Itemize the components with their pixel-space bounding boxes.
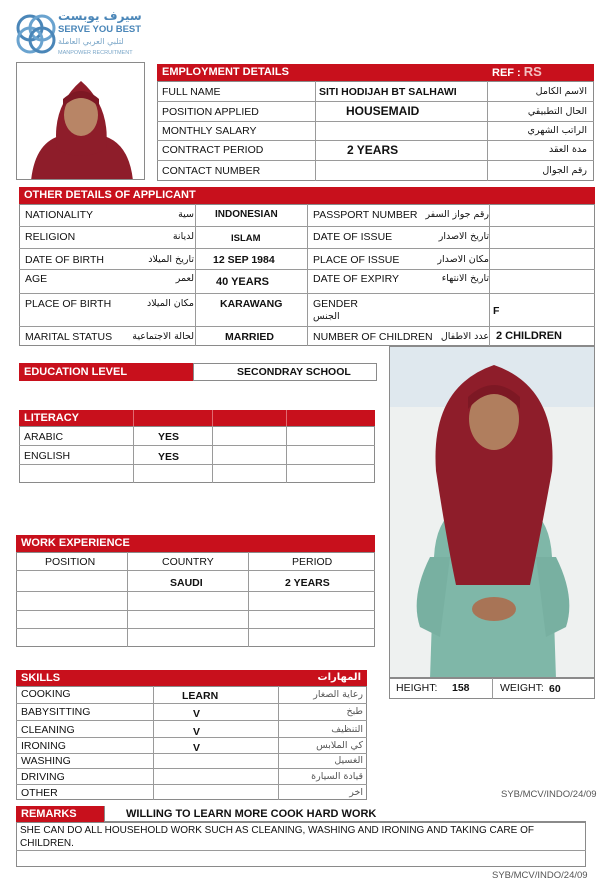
- applicant-photo-small: [16, 62, 145, 180]
- place-of-birth-ar: مكان الميلاد: [146, 298, 194, 309]
- work-col-period: PERIOD: [292, 556, 333, 568]
- literacy-lang-english: ENGLISH: [24, 450, 71, 462]
- religion-label: RELIGION: [25, 231, 76, 243]
- remarks-text: SHE CAN DO ALL HOUSEHOLD WORK SUCH AS CLEANING, WASHING AND IRONING AND TAKING CARE OF CHILDREN.: [20, 825, 534, 849]
- skill-cleaning-value: V: [193, 726, 201, 738]
- document-code-lower: SYB/MCV/INDO/24/09: [492, 870, 588, 881]
- age-ar: لعمر: [175, 273, 194, 284]
- document-code-upper: SYB/MCV/INDO/24/09: [501, 789, 597, 800]
- skill-driving-ar: قيادة السيارة: [311, 771, 363, 782]
- literacy-header: LITERACY: [19, 410, 375, 426]
- skill-ironing-ar: كي الملابس: [316, 740, 363, 751]
- nationality-label: NATIONALITY: [25, 209, 94, 221]
- height-value: 158: [452, 682, 470, 694]
- date-of-birth-label: DATE OF BIRTH: [25, 254, 104, 266]
- remarks-headline: WILLING TO LEARN MORE COOK HARD WORK: [126, 808, 377, 820]
- skill-driving-label: DRIVING: [21, 771, 65, 783]
- number-of-children-label: NUMBER OF CHILDREN: [313, 331, 433, 343]
- education-value: SECONDRAY SCHOOL: [237, 366, 351, 378]
- applicant-photo-full: [389, 346, 595, 678]
- monthly-salary-ar: الراتب الشهري: [527, 125, 587, 136]
- literacy-level-arabic: YES: [158, 431, 180, 443]
- literacy-lang-arabic: ARABIC: [24, 431, 64, 443]
- logo-mark-icon: [14, 12, 58, 56]
- logo-arabic: سيرف يوبست: [58, 9, 142, 23]
- religion-value: ISLAM: [231, 233, 261, 244]
- nationality-ar: سية: [178, 209, 194, 220]
- date-of-expiry-label: DATE OF EXPIRY: [313, 273, 399, 285]
- contract-period-ar: مدة العقد: [549, 144, 587, 155]
- other-details-header-right: [307, 187, 595, 204]
- gender-value: F: [493, 305, 500, 317]
- ref-label: REF :: [492, 67, 521, 79]
- date-of-expiry-ar: تاريخ الانتهاء: [441, 273, 489, 284]
- skill-washing-label: WASHING: [21, 755, 71, 767]
- place-of-issue-label: PLACE OF ISSUE: [313, 254, 400, 266]
- skill-cleaning-ar: التنظيف: [331, 724, 363, 735]
- contact-number-ar: رقم الجوال: [542, 165, 587, 176]
- position-applied-ar: الحال التطبيقي: [527, 106, 587, 117]
- place-of-birth-label: PLACE OF BIRTH: [25, 298, 112, 310]
- number-of-children-value: 2 CHILDREN: [496, 330, 563, 342]
- skills-header-ar: المهارات: [317, 672, 361, 683]
- gender-ar: الجنس: [313, 311, 340, 322]
- number-of-children-ar: عدد الاطفال: [440, 331, 489, 342]
- work-col-position: POSITION: [45, 556, 96, 568]
- skill-cleaning-label: CLEANING: [21, 724, 75, 736]
- logo-english: SERVE YOU BEST: [58, 24, 142, 35]
- applicant-portrait-icon: [17, 63, 145, 180]
- skills-header-label: SKILLS: [21, 672, 61, 684]
- weight-label: WEIGHT:: [500, 682, 544, 694]
- logo-sub-arabic: لتلبي العربي العاملة: [58, 37, 124, 46]
- skill-cooking-label: COOKING: [21, 688, 71, 700]
- date-of-birth-value: 12 SEP 1984: [213, 254, 275, 266]
- ref-header: [487, 64, 594, 81]
- work-row-country: SAUDI: [170, 577, 203, 589]
- skill-cooking-value: LEARN: [182, 690, 219, 702]
- marital-status-ar: لحالة الاجتماعية: [132, 331, 194, 342]
- skill-babysitting-value: V: [193, 708, 201, 720]
- gender-label: GENDER: [313, 298, 358, 310]
- position-applied-value: HOUSEMAID: [346, 104, 420, 118]
- place-of-birth-value: KARAWANG: [220, 298, 283, 310]
- date-of-birth-ar: تاريخ الميلاد: [148, 254, 194, 265]
- passport-number-label: PASSPORT NUMBER: [313, 209, 418, 221]
- full-name-ar: الاسم الكامل: [535, 86, 587, 97]
- contact-number-label: CONTACT NUMBER: [162, 165, 261, 177]
- work-col-country: COUNTRY: [162, 556, 214, 568]
- skill-cooking-ar: رعاية الصغار: [313, 689, 363, 700]
- contract-period-label: CONTRACT PERIOD: [162, 144, 264, 156]
- applicant-full-body-icon: [390, 347, 595, 678]
- nationality-value: INDONESIAN: [215, 209, 278, 220]
- skill-ironing-label: IRONING: [21, 740, 66, 752]
- contract-period-value: 2 YEARS: [347, 143, 399, 157]
- work-row-period: 2 YEARS: [285, 577, 330, 589]
- work-experience-header: WORK EXPERIENCE: [16, 535, 375, 552]
- skill-washing-ar: الغسيل: [334, 755, 363, 766]
- company-logo: [12, 8, 142, 58]
- education-label: EDUCATION LEVEL: [19, 363, 193, 381]
- other-details-header: OTHER DETAILS OF APPLICANT: [19, 187, 307, 204]
- literacy-table: [19, 426, 375, 483]
- skill-babysitting-ar: طبخ: [346, 706, 363, 717]
- place-of-issue-ar: مكان الاصدار: [437, 254, 489, 265]
- logo-tagline: MANPOWER RECRUITMENT: [58, 50, 133, 56]
- position-applied-label: POSITION APPLIED: [162, 106, 259, 118]
- skill-other-label: OTHER: [21, 787, 58, 799]
- remarks-label: REMARKS: [16, 806, 104, 822]
- skill-other-ar: اخر: [349, 787, 363, 798]
- skill-babysitting-label: BABYSITTING: [21, 706, 91, 718]
- passport-number-ar: رقم جواز السفر: [425, 209, 489, 220]
- full-name-label: FULL NAME: [162, 86, 221, 98]
- age-label: AGE: [25, 273, 48, 285]
- date-of-issue-label: DATE OF ISSUE: [313, 231, 393, 243]
- marital-status-label: MARITAL STATUS: [25, 331, 113, 343]
- ref-value: RS: [523, 64, 542, 79]
- employment-header: EMPLOYMENT DETAILS: [157, 64, 487, 81]
- date-of-issue-ar: تاريخ الاصدار: [438, 231, 489, 242]
- monthly-salary-label: MONTHLY SALARY: [162, 125, 257, 137]
- height-label: HEIGHT:: [396, 682, 438, 694]
- age-value: 40 YEARS: [216, 276, 269, 288]
- marital-status-value: MARRIED: [225, 331, 274, 343]
- religion-ar: لديانة: [172, 231, 194, 242]
- weight-value: 60: [549, 683, 561, 695]
- skill-ironing-value: V: [193, 742, 201, 754]
- full-name-value: SITI HODIJAH BT SALHAWI: [319, 86, 457, 98]
- skills-header: [16, 670, 367, 686]
- literacy-level-english: YES: [158, 451, 180, 463]
